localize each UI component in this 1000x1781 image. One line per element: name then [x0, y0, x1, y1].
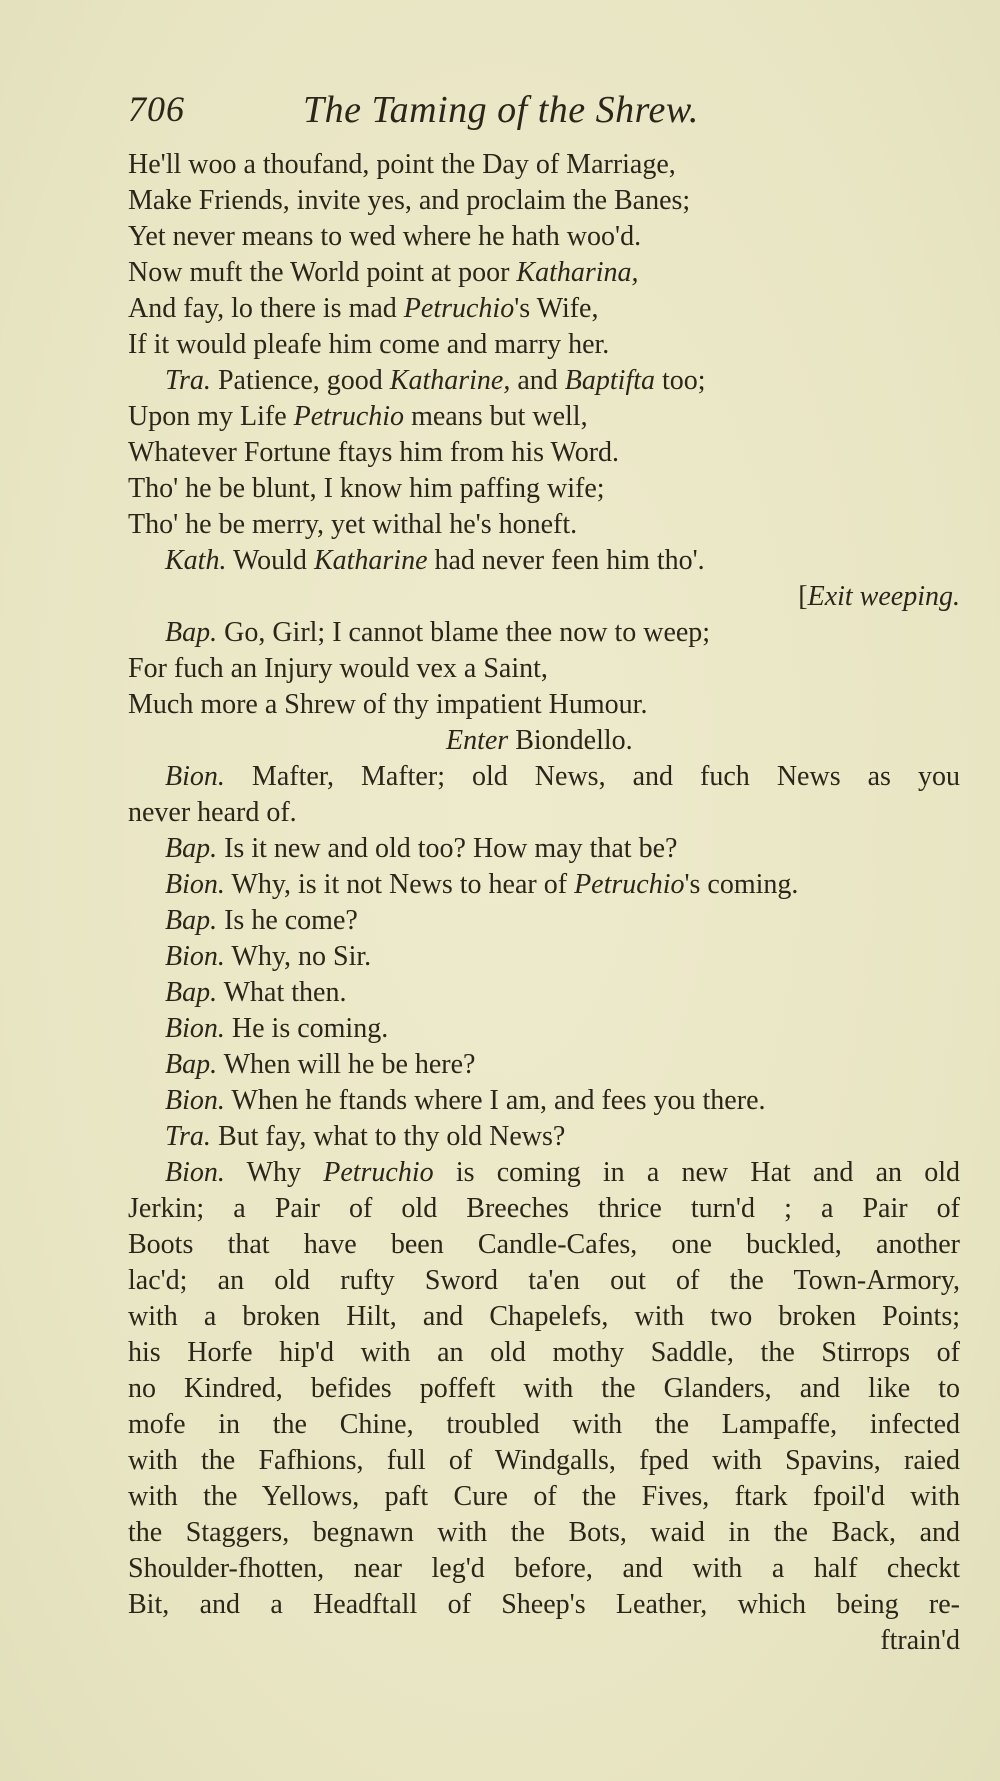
text-segment: no Kindred, befides poffeft with the Glanders, and like to — [128, 1373, 960, 1404]
text-line — [128, 363, 960, 399]
text-line — [128, 1515, 960, 1551]
text-line — [128, 219, 960, 255]
text-segment: means but well, — [404, 401, 588, 432]
text-line — [128, 327, 960, 363]
text-segment: ftrain'd — [880, 1625, 960, 1656]
text-segment: Why, no Sir. — [224, 941, 372, 972]
text-segment: too; — [655, 365, 706, 396]
text-segment: Upon my Life — [128, 401, 294, 432]
text-segment: Is it new and old too? How may that be? — [217, 833, 678, 864]
text-segment: Tho' he be blunt, I know him paffing wife; — [128, 473, 605, 504]
text-segment: never heard of. — [128, 797, 297, 828]
text-segment: Yet never means to wed where he hath woo'd. — [128, 221, 642, 252]
italic-text: Katharine — [313, 545, 428, 576]
italic-text: Bion. — [165, 941, 225, 972]
text-segment: What then. — [217, 977, 347, 1008]
text-segment: He'll woo a thoufand, point the Day of Marriage, — [128, 149, 676, 180]
italic-text: Exit weeping. — [807, 581, 960, 612]
text-line — [128, 291, 960, 327]
text-segment: When he ftands where I am, and fees you there. — [224, 1085, 766, 1116]
italic-text: Petruchio — [293, 401, 405, 432]
text-line — [128, 903, 960, 939]
text-line — [128, 1335, 960, 1371]
stage-direction — [128, 579, 960, 615]
text-line — [128, 543, 960, 579]
text-line — [128, 1479, 960, 1515]
text-segment: Make Friends, invite yes, and proclaim the Banes; — [128, 185, 691, 216]
text-line — [128, 831, 960, 867]
text-line — [128, 1119, 960, 1155]
text-segment: 's coming. — [684, 869, 799, 900]
text-segment: For fuch an Injury would vex a Saint, — [128, 653, 548, 684]
text-segment: Bit, and a Headftall of Sheep's Leather, which being re- — [128, 1589, 960, 1620]
italic-text: Bion. — [165, 761, 225, 792]
text-line — [128, 1587, 960, 1623]
text-segment: lac'd; an old rufty Sword ta'en out of the Town-Armory, — [128, 1265, 960, 1296]
text-line — [128, 1263, 960, 1299]
italic-text: Bion. — [165, 869, 225, 900]
text-line — [128, 939, 960, 975]
italic-text: Katharine, — [389, 365, 511, 396]
italic-text: Kath. — [165, 545, 227, 576]
text-line — [128, 1011, 960, 1047]
text-segment: had never feen him tho'. — [427, 545, 705, 576]
text-segment: his Horfe hip'd with an old mothy Saddle, the Stirrops of — [128, 1337, 960, 1368]
stage-direction — [128, 1623, 960, 1659]
text-line — [128, 435, 960, 471]
text-segment: Boots that have been Candle-Cafes, one buckled, another — [128, 1229, 960, 1260]
text-segment: and — [510, 365, 565, 396]
text-segment: Mafter, Mafter; old News, and fuch News as you — [224, 761, 960, 792]
text-line — [128, 1155, 960, 1191]
italic-text: Bap. — [165, 905, 218, 936]
text-line — [128, 183, 960, 219]
text-line — [128, 651, 960, 687]
text-line — [128, 399, 960, 435]
text-line — [128, 1047, 960, 1083]
italic-text: Tra. — [165, 365, 211, 396]
text-segment: But fay, what to thy old News? — [210, 1121, 566, 1152]
text-segment: with the Yellows, paft Cure of the Fives, ftark fpoil'd with — [128, 1481, 960, 1512]
page-text — [128, 147, 960, 1659]
text-line — [128, 1227, 960, 1263]
text-line — [128, 975, 960, 1011]
text-segment: Why, is it not News to hear of — [224, 869, 575, 900]
italic-text: Petruchio — [323, 1157, 434, 1188]
text-segment: mofe in the Chine, troubled with the Lampaffe, infected — [128, 1409, 960, 1440]
stage-direction — [128, 723, 960, 759]
text-line — [128, 867, 960, 903]
text-segment: When will he be here? — [217, 1049, 476, 1080]
text-segment: If it would pleafe him come and marry her. — [128, 329, 610, 360]
italic-text: Bion. — [165, 1157, 225, 1188]
text-segment: [ — [798, 581, 808, 612]
text-segment: with the Fafhions, full of Windgalls, fped with Spavins, raied — [128, 1445, 960, 1476]
text-line — [128, 1551, 960, 1587]
text-line — [128, 1371, 960, 1407]
text-line — [128, 795, 960, 831]
text-segment: 's Wife, — [514, 293, 599, 324]
text-segment: Much more a Shrew of thy impatient Humour. — [128, 689, 648, 720]
text-segment: Tho' he be merry, yet withal he's honeft. — [128, 509, 578, 540]
text-line — [128, 1443, 960, 1479]
text-line — [128, 687, 960, 723]
text-segment: Would — [226, 545, 314, 576]
text-line — [128, 147, 960, 183]
text-line — [128, 759, 960, 795]
italic-text: Petruchio — [403, 293, 515, 324]
italic-text: Bion. — [165, 1085, 225, 1116]
text-line — [128, 615, 960, 651]
italic-text: Tra. — [165, 1121, 211, 1152]
text-segment: Biondello. — [508, 725, 633, 756]
text-line — [128, 1407, 960, 1443]
italic-text: Petruchio — [574, 869, 685, 900]
text-line — [128, 1299, 960, 1335]
italic-text: Bap. — [165, 977, 218, 1008]
text-segment: Is he come? — [217, 905, 358, 936]
text-line — [128, 471, 960, 507]
text-segment: Shoulder-fhotten, near leg'd before, and with a half checkt — [128, 1553, 960, 1584]
text-segment: Patience, good — [210, 365, 390, 396]
text-segment: He is coming. — [224, 1013, 389, 1044]
text-segment: Jerkin; a Pair of old Breeches thrice turn'd ; a Pair of — [128, 1193, 960, 1224]
text-line — [128, 1083, 960, 1119]
running-title: The Taming of the Shrew. — [303, 89, 699, 131]
italic-text: Bap. — [165, 1049, 218, 1080]
text-segment: Whatever Fortune ftays him from his Word. — [128, 437, 620, 468]
text-line — [128, 507, 960, 543]
text-segment: And fay, lo there is mad — [128, 293, 404, 324]
text-segment: Now muft the World point at poor — [128, 257, 517, 288]
text-segment: Why — [224, 1157, 324, 1188]
page-number: 706 — [128, 89, 185, 129]
italic-text: Bap. — [165, 617, 218, 648]
italic-text: Baptifta — [564, 365, 656, 396]
page-header — [128, 88, 958, 136]
text-segment: Go, Girl; I cannot blame thee now to weep; — [217, 617, 711, 648]
italic-text: Bion. — [165, 1013, 225, 1044]
italic-text: Bap. — [165, 833, 218, 864]
text-segment: the Staggers, begnawn with the Bots, waid in the Back, and — [128, 1517, 960, 1548]
text-segment: with a broken Hilt, and Chapelefs, with two broken Points; — [128, 1301, 960, 1332]
italic-text: Enter — [446, 725, 509, 756]
text-line — [128, 255, 960, 291]
text-segment: is coming in a new Hat and an old — [433, 1157, 960, 1188]
italic-text: Katharina, — [516, 257, 639, 288]
text-line — [128, 1191, 960, 1227]
